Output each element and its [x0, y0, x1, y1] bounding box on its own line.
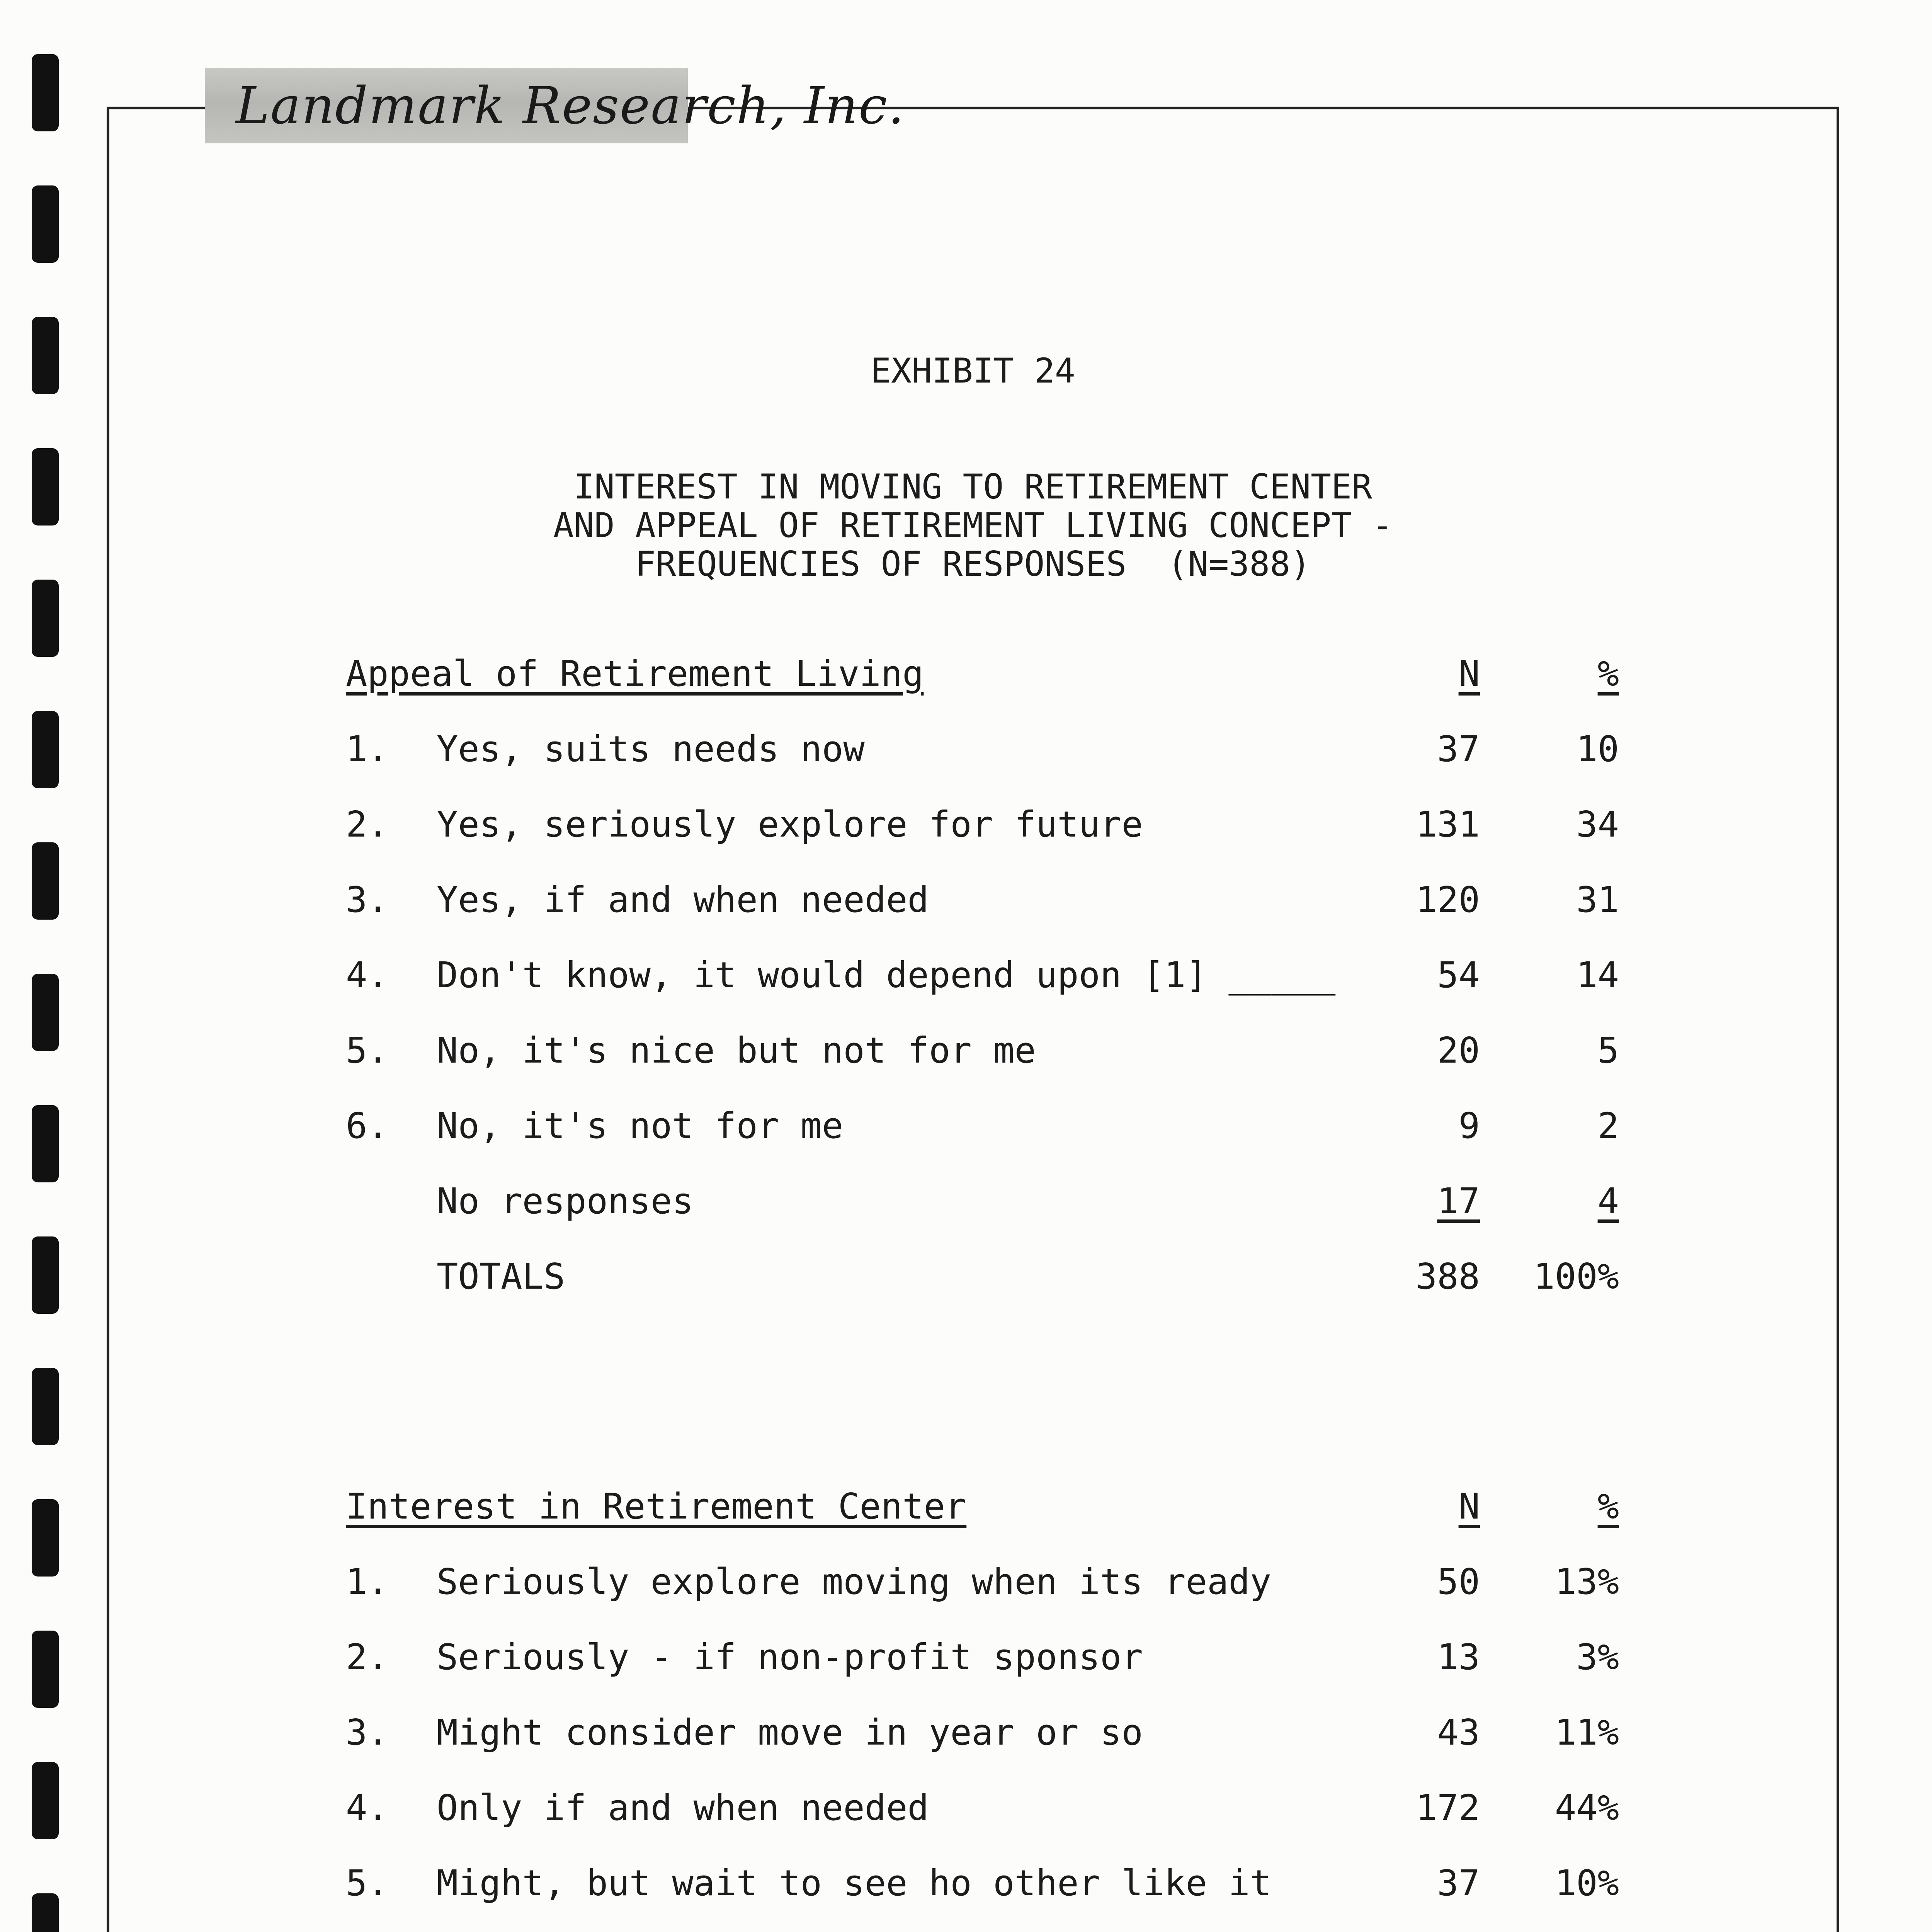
row-percent: 31: [1576, 879, 1619, 920]
row-label: Only if and when needed: [437, 1787, 929, 1828]
section-heading-interest: Interest in Retirement Center: [346, 1486, 967, 1527]
column-header-percent: %: [1597, 1486, 1619, 1527]
table-row: [0, 728, 1932, 775]
punch-hole: [32, 185, 59, 263]
table-row: [0, 1787, 1932, 1833]
logo-text: Landmark Research, Inc.: [236, 76, 905, 136]
table-row: [0, 954, 1932, 1001]
row-percent: 34: [1576, 804, 1619, 845]
row-percent: 4: [1597, 1180, 1619, 1222]
table-row: [0, 1030, 1932, 1076]
row-number: 5.: [346, 1030, 389, 1071]
row-percent: 44%: [1554, 1787, 1619, 1828]
page-title-line-3: FREQUENCIES OF RESPONSES (N=388): [635, 544, 1311, 584]
row-count: 43: [1437, 1712, 1480, 1753]
table-row: [0, 1105, 1932, 1151]
punch-hole: [32, 54, 59, 131]
row-number: 4.: [346, 1787, 389, 1828]
row-percent: 11%: [1554, 1712, 1619, 1753]
column-header-percent: %: [1597, 653, 1619, 694]
punch-hole: [32, 448, 59, 526]
table-row: [0, 1180, 1932, 1227]
row-count: 50: [1437, 1561, 1480, 1602]
row-label: No responses: [437, 1180, 694, 1222]
row-number: 6.: [346, 1105, 389, 1146]
exhibit-label: EXHIBIT 24: [871, 351, 1075, 391]
row-count: 54: [1437, 954, 1480, 996]
row-percent: 100%: [1533, 1256, 1619, 1297]
row-label: No, it's nice but not for me: [437, 1030, 1036, 1071]
row-count: 388: [1415, 1256, 1480, 1297]
row-percent: 10%: [1554, 1862, 1619, 1904]
page-title-line-1: INTEREST IN MOVING TO RETIREMENT CENTER: [573, 467, 1372, 507]
row-number: 4.: [346, 954, 389, 996]
punch-hole: [32, 317, 59, 394]
page-title-line-2: AND APPEAL OF RETIREMENT LIVING CONCEPT -: [553, 505, 1393, 545]
row-number: 5.: [346, 1862, 389, 1904]
punch-hole: [32, 580, 59, 657]
row-number: 2.: [346, 804, 389, 845]
row-label: No, it's not for me: [437, 1105, 844, 1146]
row-count: 37: [1437, 728, 1480, 770]
row-count: 17: [1437, 1180, 1480, 1222]
row-label: Yes, if and when needed: [437, 879, 929, 920]
column-header-n: N: [1458, 653, 1480, 694]
row-percent: 10: [1576, 728, 1619, 770]
row-number: 3.: [346, 1712, 389, 1753]
row-label: Seriously - if non-profit sponsor: [437, 1636, 1143, 1678]
totals-row: [0, 1256, 1932, 1302]
table-row: [0, 804, 1932, 850]
section-heading-appeal: Appeal of Retirement Living: [346, 653, 924, 694]
punch-hole: [32, 1368, 59, 1445]
row-label: TOTALS: [437, 1256, 565, 1297]
table-row: [0, 1862, 1932, 1909]
row-count: 20: [1437, 1030, 1480, 1071]
row-count: 172: [1415, 1787, 1480, 1828]
row-label: Might, but wait to see ho other like it: [437, 1862, 1272, 1904]
row-label: Yes, seriously explore for future: [437, 804, 1143, 845]
row-percent: 2: [1597, 1105, 1619, 1146]
row-label: Might consider move in year or so: [437, 1712, 1143, 1753]
row-percent: 14: [1576, 954, 1619, 996]
table-row: [0, 1712, 1932, 1758]
row-label: Seriously explore moving when its ready: [437, 1561, 1272, 1602]
row-percent: 5: [1597, 1030, 1619, 1071]
company-logo: [205, 68, 905, 143]
row-percent: 3%: [1576, 1636, 1619, 1678]
row-number: 1.: [346, 1561, 389, 1602]
row-count: 37: [1437, 1862, 1480, 1904]
row-count: 9: [1458, 1105, 1480, 1146]
column-header-n: N: [1458, 1486, 1480, 1527]
table-row: [0, 1561, 1932, 1607]
row-label: Don't know, it would depend upon [1] _____: [437, 954, 1336, 996]
row-count: 131: [1415, 804, 1480, 845]
row-number: 3.: [346, 879, 389, 920]
table-row: [0, 1636, 1932, 1683]
row-number: 1.: [346, 728, 389, 770]
table-row: [0, 879, 1932, 925]
row-count: 120: [1415, 879, 1480, 920]
row-percent: 13%: [1554, 1561, 1619, 1602]
row-count: 13: [1437, 1636, 1480, 1678]
row-label: Yes, suits needs now: [437, 728, 865, 770]
row-number: 2.: [346, 1636, 389, 1678]
